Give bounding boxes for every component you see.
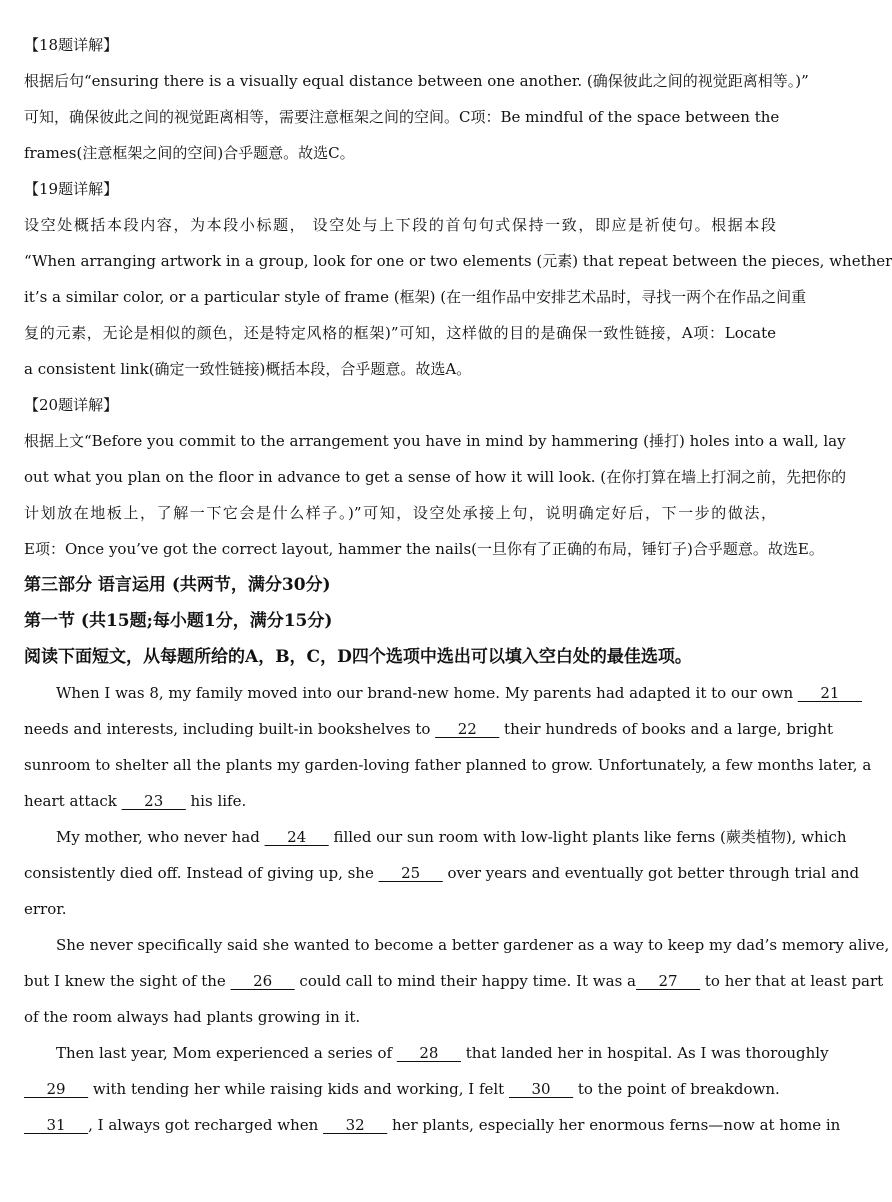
text-run: his life. xyxy=(185,792,247,810)
p1-line-4 xyxy=(24,783,776,819)
subsection-heading: 第一节 (共15题;每小题1分，满分15分) xyxy=(24,611,333,631)
text-run: My mother, who never had xyxy=(56,828,265,846)
text-run: She never specifically said she wanted to become a better gardener as a way to keep my dad’s memory alive, xyxy=(56,936,890,954)
p4-line-2 xyxy=(24,1071,780,1107)
text-run: Then last year, Mom experienced a series of xyxy=(56,1044,397,1062)
text-run: of the room always had plants growing in it. xyxy=(24,1008,361,1026)
p4-line-3 xyxy=(24,1107,841,1143)
text-run: her plants, especially her enormous ferns—now at home in xyxy=(387,1116,841,1134)
text-run: that landed her in hospital. As I was thoroughly xyxy=(460,1044,829,1062)
q19-line-5: a consistent link(确定一致性链接)概括本段，合乎题意。故选A。 xyxy=(24,360,472,378)
document-page xyxy=(24,27,892,1143)
text-run: , I always got recharged when xyxy=(88,1116,324,1134)
blank-21: ___21___ xyxy=(797,684,862,702)
p1-line-1 xyxy=(24,675,862,711)
text-run: needs and interests, including built-in bookshelves to xyxy=(24,720,436,738)
blank-24: ___24___ xyxy=(264,828,329,846)
p2-line-2 xyxy=(24,855,860,891)
blank-26: ___26___ xyxy=(230,972,295,990)
blank-23: ___23___ xyxy=(121,792,186,810)
q18-line-3: frames(注意框架之间的空间)合乎题意。故选C。 xyxy=(24,144,355,162)
blank-25: ___25___ xyxy=(378,864,443,882)
q19-heading: 【19题详解】 xyxy=(24,180,119,198)
q19-line-1: 设空处概括本段内容，为本段小标题， 设空处与上下段的首句句式保持一致，即应是祈使句。根据本段 xyxy=(24,216,776,234)
blank-27: ___27___ xyxy=(636,972,701,990)
blank-32: ___32___ xyxy=(323,1116,388,1134)
text-run: with tending her while raising kids and working, I felt xyxy=(88,1080,509,1098)
text-run: consistently died off. Instead of giving up, she xyxy=(24,864,379,882)
q19-line-3: it’s a similar color, or a particular style of frame (框架) (在一组作品中安排艺术品时，寻找一两个在作品之间重 xyxy=(24,288,807,306)
q18-line-2: 可知，确保彼此之间的视觉距离相等，需要注意框架之间的空间。C项：Be mindful of the space between the xyxy=(24,108,780,126)
part-heading: 第三部分 语言运用 (共两节，满分30分) xyxy=(24,575,331,595)
text-run: their hundreds of books and a large, bright xyxy=(499,720,834,738)
text-run: to her that at least part xyxy=(700,972,884,990)
text-run: sunroom to shelter all the plants my garden-loving father planned to grow. Unfortunately, a few months later, a xyxy=(24,756,872,774)
p2-line-3 xyxy=(24,891,776,927)
text-run: could call to mind their happy time. It was a xyxy=(294,972,636,990)
text-run: to the point of breakdown. xyxy=(573,1080,780,1098)
blank-30: ___30___ xyxy=(508,1080,574,1098)
p1-line-3 xyxy=(24,747,872,783)
text-run: heart attack xyxy=(24,792,122,810)
q20-line-3: 计划放在地板上，了解一下它会是什么样子。)”可知，设空处承接上句，说明确定好后，下一步的做法， xyxy=(24,504,776,522)
q19-line-4: 复的元素，无论是相似的颜色，还是特定风格的框架)”可知，这样做的目的是确保一致性链接，A项：Locate xyxy=(24,324,776,342)
q18-line-1: 根据后句“ensuring there is a visually equal distance between one another. (确保彼此之间的视觉距离相等。)” xyxy=(24,72,809,90)
p2-line-1 xyxy=(24,819,847,855)
q20-line-1: 根据上文“Before you commit to the arrangement you have in mind by hammering (捶打) holes into a wall, lay xyxy=(24,432,846,450)
q18-heading: 【18题详解】 xyxy=(24,36,119,54)
blank-22: ___22___ xyxy=(435,720,500,738)
instruction: 阅读下面短文，从每题所给的A，B，C，D四个选项中选出可以填入空白处的最佳选项。 xyxy=(24,647,692,667)
blank-29: ___29___ xyxy=(24,1080,89,1098)
blank-28: ___28___ xyxy=(396,1044,461,1062)
p4-line-1 xyxy=(24,1035,829,1071)
p3-line-2 xyxy=(24,963,884,999)
text-run: filled our sun room with low-light plants like ferns (蕨类植物), which xyxy=(328,828,847,846)
text-run: but I knew the sight of the xyxy=(24,972,231,990)
p3-line-1 xyxy=(24,927,890,963)
q20-heading: 【20题详解】 xyxy=(24,396,119,414)
q20-line-4: E项：Once you’ve got the correct layout, hammer the nails(一旦你有了正确的布局，锤钉子)合乎题意。故选E。 xyxy=(24,540,824,558)
blank-31: ___31___ xyxy=(24,1116,89,1134)
p3-line-3 xyxy=(24,999,776,1035)
q20-line-2: out what you plan on the floor in advance to get a sense of how it will look. (在你打算在墙上打洞之前，先把你的 xyxy=(24,468,847,486)
text-run: over years and eventually got better through trial and xyxy=(442,864,860,882)
q19-line-2: “When arranging artwork in a group, look for one or two elements (元素) that repeat between the pieces, whether xyxy=(24,252,892,270)
p1-line-2 xyxy=(24,711,834,747)
text-run: error. xyxy=(24,900,67,918)
text-run: When I was 8, my family moved into our brand-new home. My parents had adapted it to our own xyxy=(56,684,798,702)
